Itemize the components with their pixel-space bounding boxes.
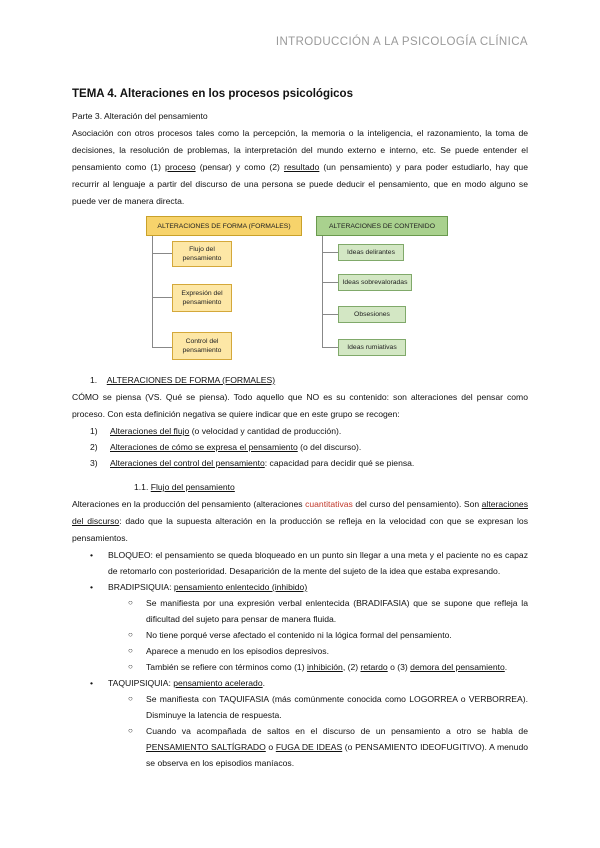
classification-diagram	[72, 216, 528, 364]
form-item-box: Control del pensamiento	[172, 332, 232, 360]
subsection-heading: 1.1. Flujo del pensamiento	[134, 482, 235, 492]
list-item: 1) Alteraciones del flujo (o velocidad y cantidad de producción).	[90, 426, 342, 436]
sub-list-item: ○ No tiene porqué verse afectado el contenido ni la lógica formal del pensamiento.	[128, 630, 452, 640]
document-body	[72, 88, 528, 771]
section-paragraph: CÓMO se piensa (VS. Qué se piensa). Todo aquello que NO es su contenido: son alteraciones del pensar como proceso. Con esta definición negativa se quiere indicar que en este grupo se recogen:	[72, 392, 528, 419]
sub-list-item: ○ Se manifiesta con TAQUIFASIA (más comúnmente conocida como LOGORREA o VERBORREA). Disminuye la latencia de respuesta.	[128, 694, 528, 720]
sub-list-item: ○ También se refiere con términos como (1) inhibición, (2) retardo o (3) demora del pensamiento.	[128, 662, 508, 672]
form-header-box: ALTERACIONES DE FORMA (FORMALES)	[146, 216, 302, 236]
content-item-box: Ideas delirantes	[338, 244, 404, 261]
page-title: TEMA 4. Alteraciones en los procesos psicológicos	[72, 88, 353, 100]
content-header-box: ALTERACIONES DE CONTENIDO	[316, 216, 448, 236]
flow-alterations-list	[72, 547, 528, 771]
intro-paragraph: Asociación con otros procesos tales como la percepción, la memoria o la inteligencia, el razonamiento, la toma de decisiones, la resolución de problemas, la interpretación del mundo externo e interno, etc. Se puede entender el pensamiento como (1) proceso (pensar) y como (2) resultado (un pensamiento) y para poder estudiarlo, hay que recurrir al lenguaje a partir del discurso de una persona se puede deducir el pensamiento, que en modo alguno se puede ver de manera directa.	[72, 128, 528, 206]
form-item-box: Flujo del pensamiento	[172, 241, 232, 267]
course-header: INTRODUCCIÓN A LA PSICOLOGÍA CLÍNICA	[275, 36, 528, 48]
content-item-box: Obsesiones	[338, 306, 406, 323]
sub-list-item: ○ Cuando va acompañada de saltos en el discurso de un pensamiento a otro se habla de PENSAMIENTO SALTÍGRADO o FUGA DE IDEAS (o PENSAMIENTO IDEOFUGITIVO). A menudo se observa en los episodios maníacos.	[128, 726, 529, 768]
list-item: • BRADIPSIQUIA: pensamiento enlentecido (inhibido)	[90, 582, 308, 592]
section-heading: 1. ALTERACIONES DE FORMA (FORMALES)	[90, 375, 276, 385]
list-item: 2) Alteraciones de cómo se expresa el pensamiento (o del discurso).	[90, 442, 362, 452]
list-item: • BLOQUEO: el pensamiento se queda bloqueado en un punto sin llegar a una meta y el paciente no es capaz de retomarlo con posterioridad. Desaparición de la mente del sujeto de la idea que estaba expresando.	[90, 550, 528, 576]
form-item-box: Expresión del pensamiento	[172, 284, 232, 312]
list-item: 3) Alteraciones del control del pensamiento: capacidad para decidir qué se piensa.	[90, 458, 415, 468]
sub-list-item: ○ Aparece a menudo en los episodios depresivos.	[128, 646, 329, 656]
content-item-box: Ideas rumiativas	[338, 339, 406, 356]
content-item-box: Ideas sobrevaloradas	[338, 274, 412, 291]
subsection-paragraph: Alteraciones en la producción del pensamiento (alteraciones cuantitativas del curso del pensamiento). Son alteraciones del discurso: dado que la supuesta alteración en la producción se refleja en la velocidad con que se expresan los pensamientos.	[72, 499, 528, 543]
form-alterations-list	[72, 423, 528, 471]
part-subtitle: Parte 3. Alteración del pensamiento	[72, 111, 208, 121]
sub-list-item: ○ Se manifiesta por una expresión verbal enlentecida (BRADIFASIA) que se supone que refleja la dificultad del sujeto para pensar de manera fluida.	[128, 598, 528, 624]
list-item: • TAQUIPSIQUIA: pensamiento acelerado.	[90, 678, 265, 688]
